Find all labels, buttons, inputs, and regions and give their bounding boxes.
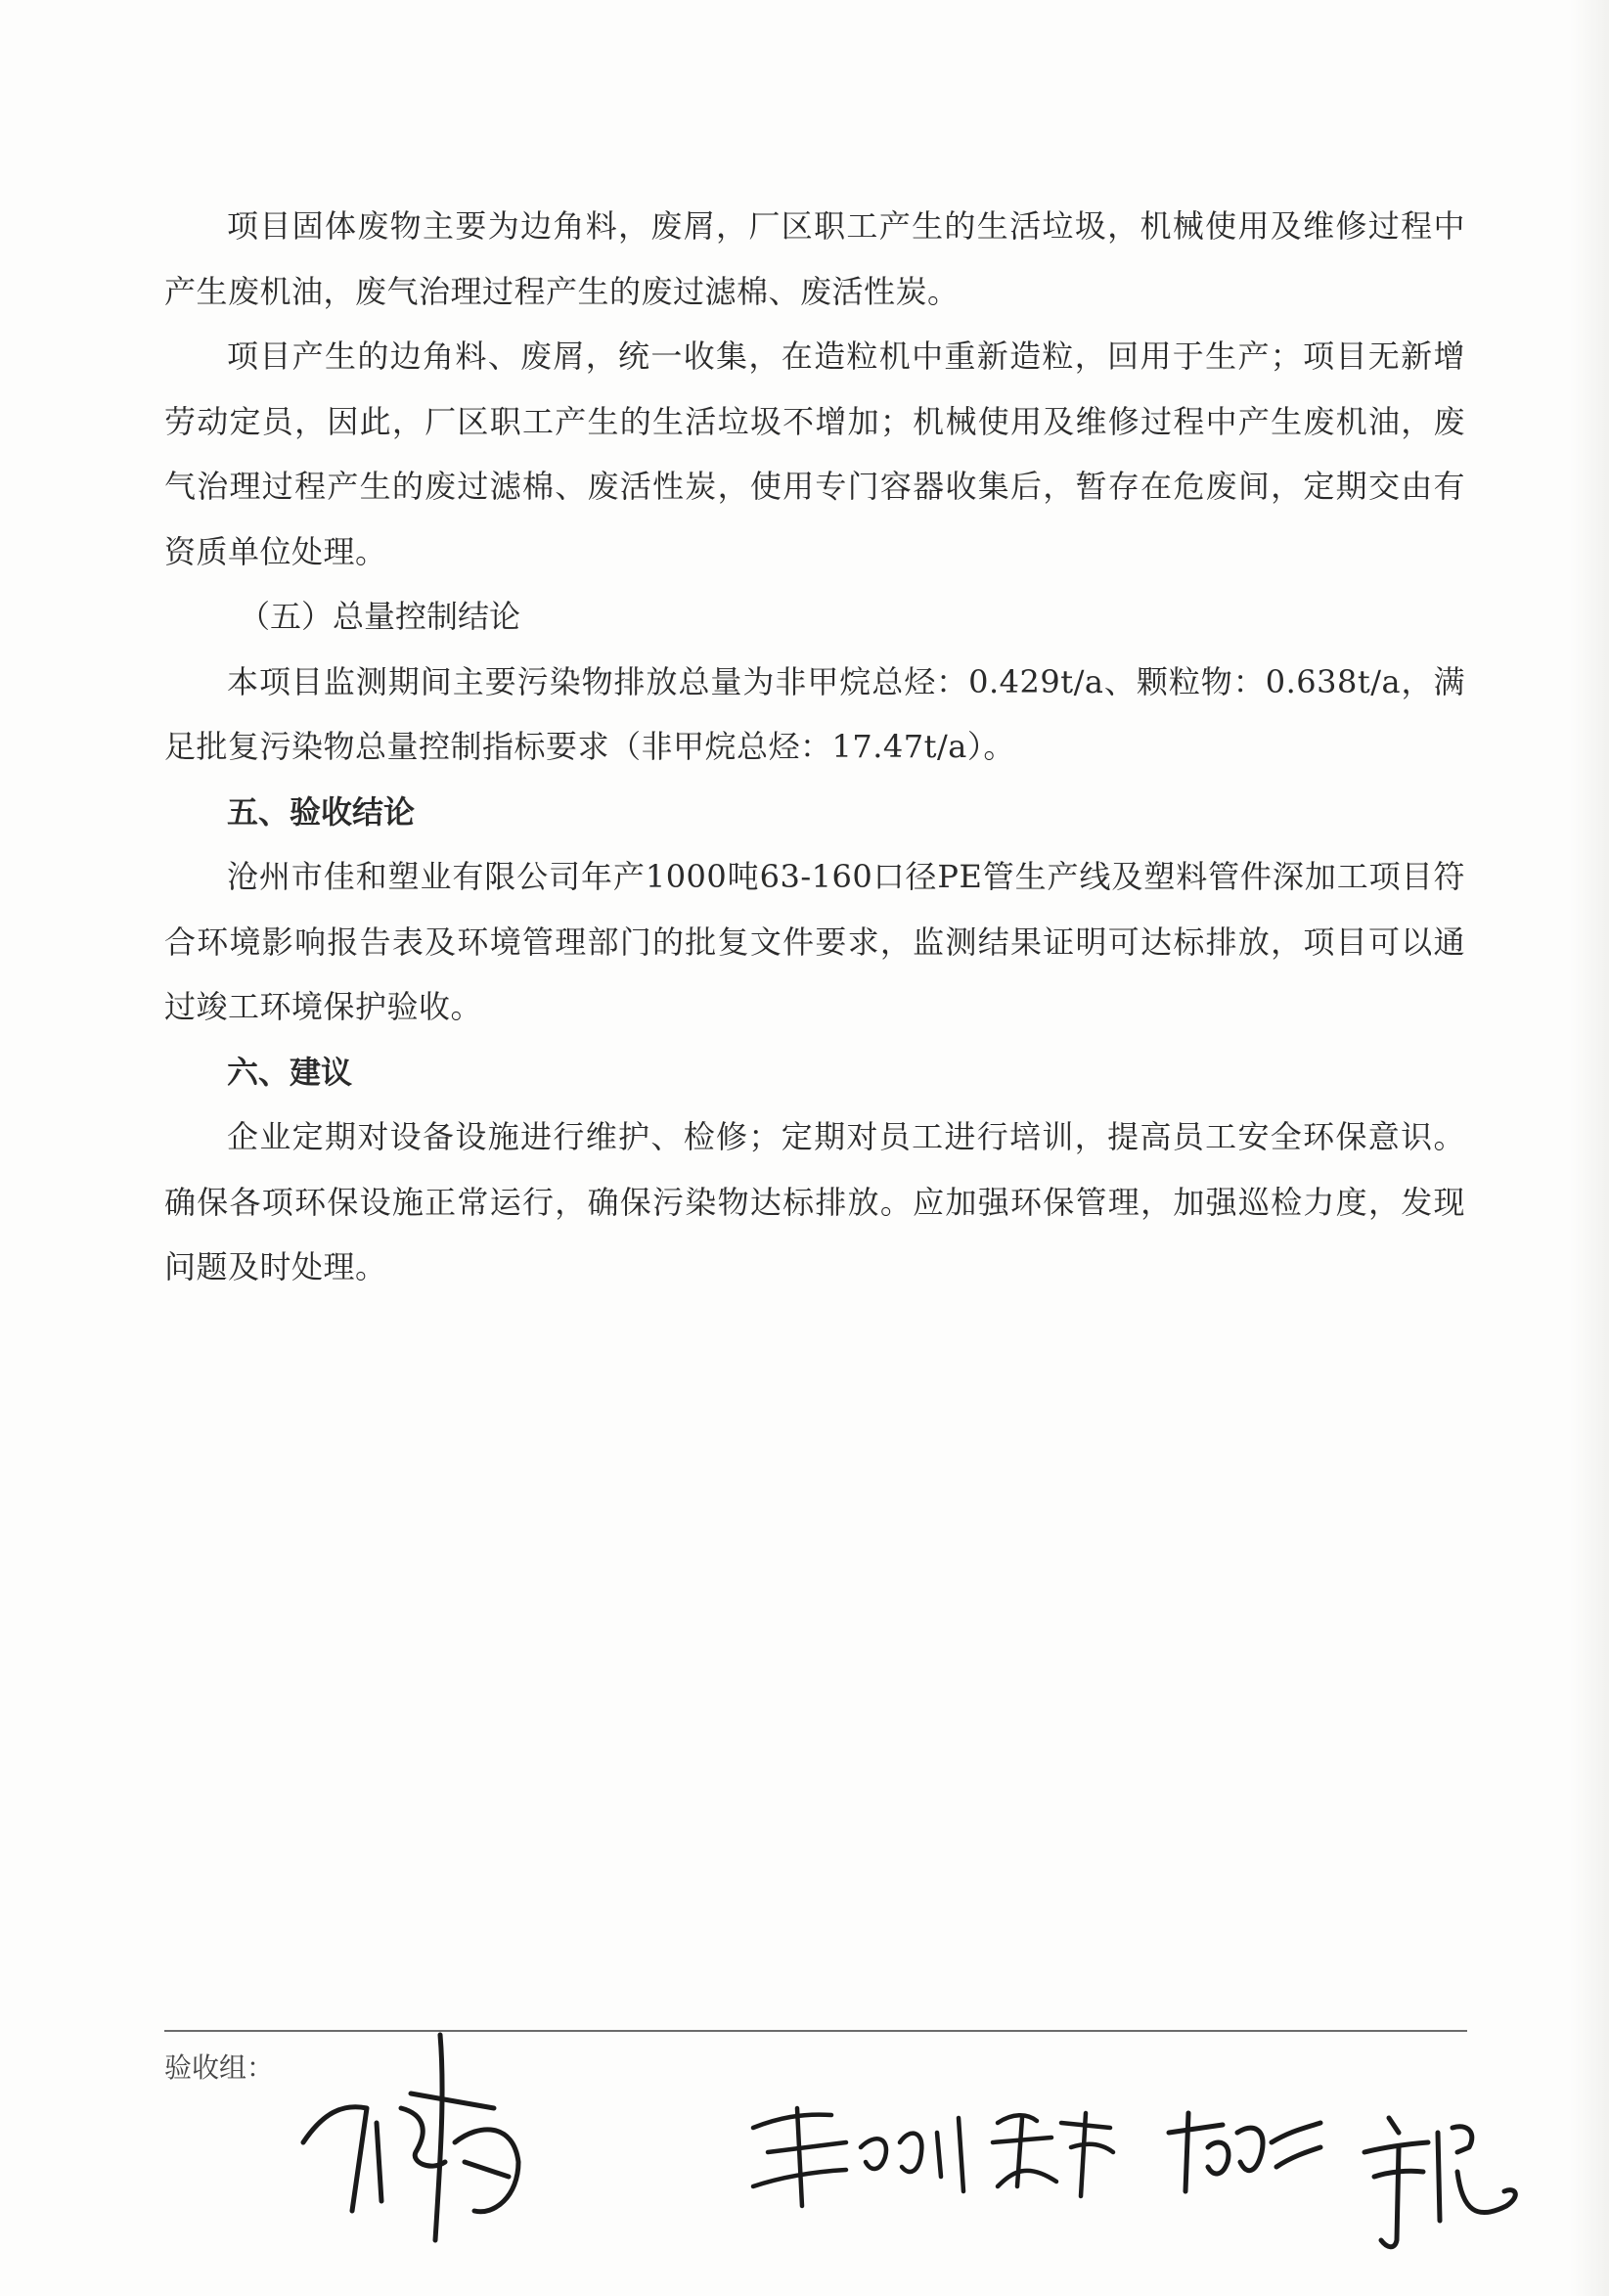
- document-body: [164, 194, 1465, 1300]
- paragraph-solid-waste: 项目固体废物主要为边角料，废屑，厂区职工产生的生活垃圾，机械使用及维修过程中产生废机油，废气治理过程产生的废过滤棉、废活性炭。: [164, 207, 1465, 310]
- paragraph-acceptance-conclusion: 沧州市佳和塑业有限公司年产1000吨63-160口径PE管生产线及塑料管件深加工项目符合环境影响报告表及环境管理部门的批复文件要求，监测结果证明可达标排放，项目可以通过竣工环境保护验收。: [164, 858, 1465, 1025]
- paragraph-suggestions: 企业定期对设备设施进行维护、检修；定期对员工进行培训，提高员工安全环保意识。确保各项环保设施正常运行，确保污染物达标排放。应加强环保管理，加强巡检力度，发现问题及时处理。: [164, 1118, 1465, 1285]
- signature-4: [1169, 2113, 1320, 2191]
- acceptance-group-label: 验收组：: [164, 2051, 275, 2084]
- signature-1: [303, 2035, 518, 2240]
- signature-3: [993, 2113, 1113, 2196]
- subheading-total-control: （五）总量控制结论: [239, 598, 521, 635]
- heading-acceptance-conclusion: 五、验收结论: [227, 792, 416, 831]
- scan-edge-shadow: [1570, 0, 1609, 2296]
- signatures-area: [284, 2015, 1555, 2260]
- signature-2: [753, 2108, 963, 2206]
- paragraph-total-control: 本项目监测期间主要污染物排放总量为非甲烷总烃：0.429t/a、颗粒物：0.638t/a，满足批复污染物总量控制指标要求（非甲烷总烃：17.47t/a）。: [164, 662, 1465, 765]
- heading-suggestions: 六、建议: [227, 1053, 353, 1091]
- paragraph-waste-handling: 项目产生的边角料、废屑，统一收集，在造粒机中重新造粒，回用于生产；项目无新增劳动定员，因此，厂区职工产生的生活垃圾不增加；机械使用及维修过程中产生废机油，废气治理过程产生的废过滤棉、废活性炭，使用专门容器收集后，暂存在危废间，定期交由有资质单位处理。: [164, 338, 1465, 570]
- signature-5: [1364, 2118, 1515, 2247]
